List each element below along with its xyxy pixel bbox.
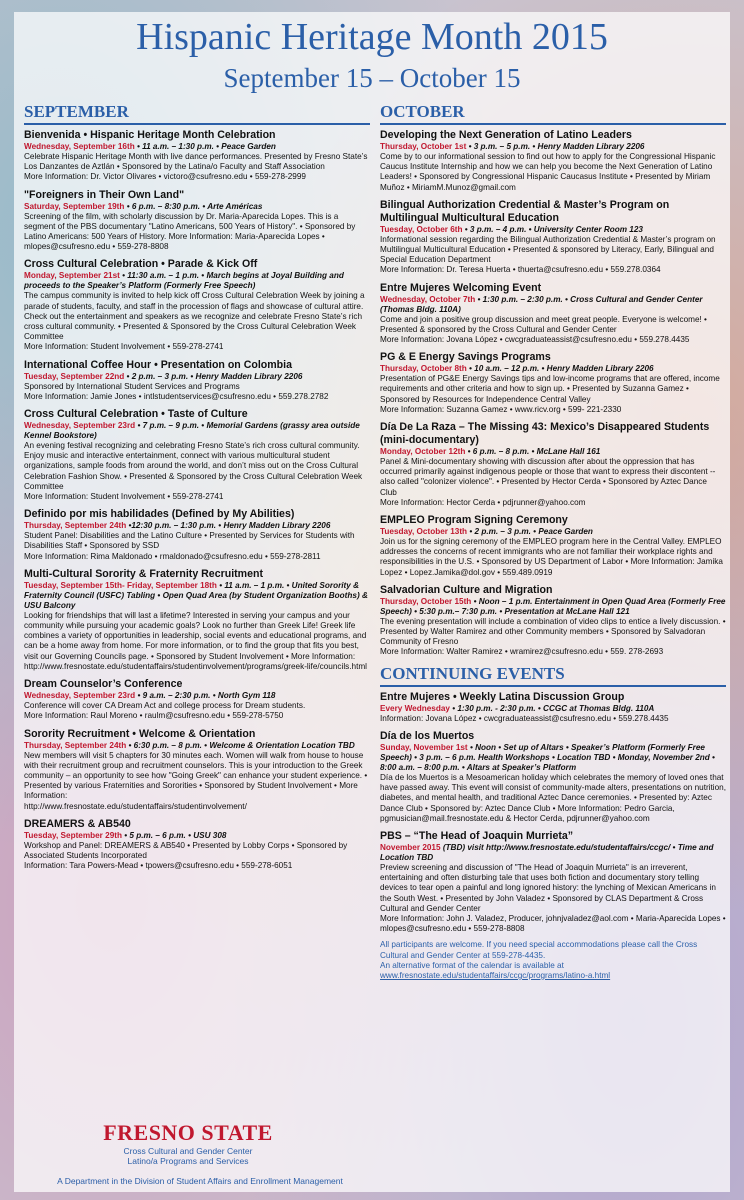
event-description: Panel & Mini-documentary showing with discussion after about the oppression that has occurred primarily against indigenous people or those that want to express their discontent -- also called "colonizer violence". • Presented by Hector Cerda • Sponsored by Aztec Dance Club: [380, 457, 716, 497]
event-when: [380, 364, 726, 374]
event-item: [24, 258, 370, 352]
event-item: [24, 359, 370, 402]
september-heading: SEPTEMBER: [24, 102, 370, 125]
event-when: [24, 831, 370, 841]
event-time-location: • 6 p.m. – 8 p.m. • McLane Hall 161: [467, 447, 601, 457]
department-line: A Department in the Division of Student Affairs and Enrollment Management: [57, 1176, 343, 1186]
event-item: [380, 691, 726, 724]
event-title: Día De La Raza – The Missing 43: Mexico’s Disappeared Students (mini-documentary): [380, 421, 710, 447]
event-date: Every Wednesday: [380, 703, 450, 713]
event-description: Preview screening and discussion of "The Head of Joaquin Murrieta" is an irreverent, entertaining and often disturbing tale that uses both fiction and documentary story telling devices to tear open a painful and long ignored history: the lynching of Mexican Americans in the South West. • Presented by John Valadez • Sponsored by CLAS Department & Cross Cultural and Gender Center: [380, 862, 716, 913]
event-info: More Information: Suzanna Gamez • www.ricv.org • 599- 221-2330: [380, 404, 622, 414]
event-when: [380, 447, 726, 457]
event-time-location: • 9 a.m. – 2:30 p.m. • North Gym 118: [137, 691, 276, 701]
event-info: More Information: Jovana López • cwcgraduateassist@csufresno.edu • 559.278.4435: [380, 335, 690, 345]
event-info: More Information: Hector Cerda • pdjrunner@yahoo.com: [380, 497, 586, 507]
event-title: Entre Mujeres Welcoming Event: [380, 281, 542, 294]
event-date: Saturday, September 19th: [24, 201, 125, 211]
event-time-location: • 11 a.m. – 1:30 p.m. • Peace Garden: [137, 142, 276, 151]
event-title: Salvadorian Culture and Migration: [380, 583, 553, 596]
event-description: Workshop and Panel: DREAMERS & AB540 • Presented by Lobby Corps • Sponsored by Associated Students Incorporated: [24, 840, 348, 860]
event-info: http://www.fresnostate.edu/studentaffairs/studentinvolvement/: [24, 801, 247, 811]
event-date: Thursday, September 24th: [24, 740, 127, 750]
event-description: An evening festival recognizing and celebrating Fresno State’s rich cross cultural community. Enjoy music and interactive entertainment, connect with various multicultural student organizations, sample foods from around the world, and don’t miss out on the Cross Cultural Celebration Fashion Show. • Presented & Sponsored by the Cross Cultural Celebration Week Committee: [24, 441, 363, 491]
september-column: [24, 102, 370, 877]
event-item: [24, 508, 370, 562]
event-title: Definido por mis habilidades (Defined by My Abilities): [24, 508, 295, 521]
event-time-location: • Noon • Set up of Altars • Speaker’s Platform (Formerly Free Speech) • 3 p.m. – 6 p.m. Health Workshops • Location TBD • Monday, November 2nd • 8:00 a.m. – 8:00 p.m. • Altars at Speaker’s Platform: [380, 742, 715, 772]
event-item: [380, 584, 726, 658]
event-when: [24, 142, 370, 152]
calendar-link[interactable]: www.fresnostate.edu/studentaffairs/ccgc/programs/latino-a.html: [380, 970, 611, 980]
event-title: PBS – “The Head of Joaquin Murrieta”: [380, 829, 574, 842]
event-time-location: •12:30 p.m. – 1:30 p.m. • Henry Madden Library 2206: [128, 521, 331, 531]
event-date: Tuesday, September 22nd: [24, 371, 125, 381]
event-title: International Coffee Hour • Presentation on Colombia: [24, 358, 292, 371]
event-description: Looking for friendships that will last a lifetime? Interested in serving your campus and your community while pursuing your academic goals? Look no further than Greek Life! Greek life combines a variety of opportunities in leadership, social events and educational programs, and can be a home away from home. For more information, or to find the group that fits you best, visit our Governing Councils page. • Sponsored by Student Involvement • More Information:: [24, 610, 367, 661]
alt-format-note: An alternative format of the calendar is available at: [380, 960, 564, 970]
event-date: Wednesday, September 23rd: [24, 421, 136, 431]
event-description: Come and join a positive group discussion and meet great people. Everyone is welcome! • Presented & sponsored by the Cross Cultural and Gender Center: [380, 314, 707, 334]
event-info: More Information: Student Involvement • 559-278-2741: [24, 342, 224, 352]
event-when: [24, 271, 370, 291]
event-when: [24, 372, 370, 382]
october-column: [380, 102, 726, 981]
accommodations-note: All participants are welcome. If you need special accommodations please call the Cross Cultural and Gender Center at 559-278-4435.: [380, 940, 698, 960]
event-time-location: • 2 p.m. – 3 p.m. • Henry Madden Library 2206: [126, 371, 303, 381]
continuing-heading: CONTINUING EVENTS: [380, 664, 726, 687]
event-item: [24, 129, 370, 183]
event-when: [380, 843, 726, 863]
event-item: [24, 818, 370, 872]
event-title: "Foreigners in Their Own Land": [24, 188, 185, 201]
event-info: More Information: Walter Ramirez • wramirez@csufresno.edu • 559. 278-2693: [380, 647, 664, 657]
event-when: [380, 597, 726, 617]
event-date: Thursday, October 1st: [380, 142, 467, 151]
event-info: More Information: Rima Maldonado • rmaldonado@csufresno.edu • 559-278-2811: [24, 551, 321, 561]
logo-line2: Latino/a Programs and Services: [127, 1156, 249, 1166]
event-description: Join us for the signing ceremony of the EMPLEO program here in the Central Valley. EMPLEO addresses the concerns of recent immigrants who are not familiar their workplace rights and responsibilities in the U.S. • Sponsored by US Department of Labor • More Information: Jamika Lopez • Lopez.Jamika@dol.gov • 559.489.0919: [380, 537, 723, 577]
event-date: Tuesday, September 29th: [24, 830, 122, 840]
event-title: Sorority Recruitment • Welcome & Orientation: [24, 727, 256, 740]
event-description: Conference will cover CA Dream Act and college process for Dream students.: [24, 701, 306, 711]
event-date: Wednesday, September 23rd: [24, 691, 136, 701]
fresno-state-logo: [98, 1120, 278, 1166]
event-description: Come by to our informational session to find out how to apply for the Congressional Hispanic Caucus Institute Internship and how we can help you become the Next Generation of Latino Leaders! • Sponsored by Congressional Hispanic Caucasus Institute • Presented by Miriam Muñoz • MiriamM.Munoz@gmail.com: [380, 152, 716, 192]
october-heading: OCTOBER: [380, 102, 726, 125]
event-time-location: • 3 p.m. – 4 p.m. • University Center Room 123: [464, 224, 643, 234]
event-item: [24, 728, 370, 812]
event-time-location: • 6 p.m. – 8:30 p.m. • Arte Américas: [126, 201, 263, 211]
event-when: [380, 295, 726, 315]
event-when: [24, 691, 370, 701]
september-events: [24, 129, 370, 871]
event-item: [380, 282, 726, 346]
event-date: Tuesday, October 6th: [380, 224, 463, 234]
event-when: [24, 202, 370, 212]
event-description: Presentation of PG&E Energy Savings tips and low-income programs that are offered, income requirements and other criteria and how to sign up. • Presented by Suzanna Gamez • Sponsored by Resources for Independence Central Valley: [380, 374, 720, 404]
event-description: Día de los Muertos is a Mesoamerican holiday which celebrates the memory of loved ones that have passed away. This event will consist of community-made alters, presentations on nutrition, diabetes, and mental health, and traditional Aztec Dance ceremonies. • Presented by: Aztec Dance Club • Sponsored by: Aztec Dance Club • More Information: Pedro Garcia, pgmusician@mail.fresnostate.edu & Hector Cerda, pdjrunner@yahoo.com: [380, 772, 727, 823]
event-title: DREAMERS & AB540: [24, 817, 131, 830]
event-time-location: • 2 p.m. – 3 p.m. • Peace Garden: [469, 527, 593, 537]
event-info: Information: Tara Powers-Mead • tpowers@csufresno.edu • 559-278-6051: [24, 861, 293, 871]
event-item: [24, 678, 370, 721]
event-title: Multi-Cultural Sorority & Fraternity Recruitment: [24, 567, 263, 580]
event-title: Entre Mujeres • Weekly Latina Discussion Group: [380, 690, 625, 703]
event-date: Monday, October 12th: [380, 447, 466, 457]
event-description: Student Panel: Disabilities and the Latino Culture • Presented by Services for Students with Disabilities Staff • Sponsored by SSD: [24, 531, 355, 551]
event-when: [380, 743, 726, 773]
event-item: [380, 830, 726, 934]
event-info: More Information: Dr. Teresa Huerta • thuerta@csufresno.edu • 559.278.0364: [380, 265, 661, 275]
event-title: Día de los Muertos: [380, 729, 475, 742]
event-time-location: • Noon – 1 p.m. Entertainment in Open Quad Area (Formerly Free Speech) • 5:30 p.m.– 7:30 p.m. • Presentation at McLane Hall 121: [380, 596, 726, 616]
event-when: [24, 521, 370, 531]
event-title: Bilingual Authorization Credential & Master’s Program on Multilingual Multicultural Education: [380, 198, 670, 224]
event-item: [380, 351, 726, 415]
event-date: Thursday, October 8th: [380, 364, 467, 374]
event-item: [380, 129, 726, 193]
event-date: November 2015: [380, 842, 441, 852]
event-item: [380, 730, 726, 824]
event-time-location: • 11 a.m. – 1 p.m. • United Sorority & Fraternity Council (USFC) Tabling • Open Quad Area (by Student Organization Booths) & USU Balcony: [24, 580, 368, 610]
event-time-location: (TBD) visit http://www.fresnostate.edu/studentaffairs/ccgc/ • Time and Location TBD: [380, 842, 714, 862]
event-time-location: • 10 a.m. – 12 p.m. • Henry Madden Library 2206: [469, 364, 654, 374]
logo-line1: Cross Cultural and Gender Center: [123, 1146, 253, 1156]
event-title: Bienvenida • Hispanic Heritage Month Celebration: [24, 129, 276, 141]
event-title: PG & E Energy Savings Programs: [380, 351, 551, 364]
event-date: Tuesday, September 15th- Friday, September 18th: [24, 580, 217, 590]
event-description: Celebrate Hispanic Heritage Month with live dance performances. Presented by Fresno State’s Los Danzantes de Aztlán • Sponsored by the Latina/o Faculty and Staff Association: [24, 152, 368, 172]
event-when: [380, 527, 726, 537]
event-info: More Information: Jamie Jones • intlstudentservices@csufresno.edu • 559.278.2782: [24, 391, 329, 401]
event-when: [380, 704, 726, 714]
continuing-events: [380, 691, 726, 935]
event-time-location: • 1:30 p.m. – 2:30 p.m. • Cross Cultural and Gender Center (Thomas Bldg. 110A): [380, 294, 703, 314]
event-description: The evening presentation will include a combination of video clips to entice a lively discussion. • Presented by Walter Ramirez and other Community members • Sponsored by Salvadoran Community of Fresno: [380, 616, 726, 647]
event-info: Information: Jovana López • cwcgraduateassist@csufresno.edu • 559.278.4435: [380, 713, 669, 723]
event-description: Informational session regarding the Bilingual Authorization Credential & Master’s program on Multilingual Multicultural Education • Presented & sponsored by Literacy, Early, Bilingual and Special Education Department: [380, 234, 716, 265]
event-info: More Information: John J. Valadez, Producer, johnjvaladez@aol.com • Maria-Aparecida Lopes • mlopes@csufresno.edu • 559-278-8808: [380, 913, 726, 934]
logo-brand: FRESNO STATE: [103, 1120, 273, 1145]
event-info: More Information: Raul Moreno • raulm@csufresno.edu • 559-278-5750: [24, 711, 284, 721]
event-description: Screening of the film, with scholarly discussion by Dr. Maria-Aparecida Lopes. This is a segment of the PBS documentary "Latino Americans, 500 Years of History". • Sponsored by Latino Americans: 500 Years of History. More Information: Maria-Aparecida Lopes • mlopes@csufresno.edu • 559-278-8808: [24, 211, 356, 252]
event-description: The campus community is invited to help kick off Cross Cultural Celebration Week by joining a parade of students, faculty, and staff in the procession of flags and showcase of cultural attire. Check out the entertainment and speakers as we recognize and celebrate Fresno State’s rich cross cultural community. • Presented & Sponsored by the Cross Cultural Celebration Week Committee: [24, 291, 365, 342]
event-title: Dream Counselor’s Conference: [24, 678, 183, 691]
event-item: [380, 514, 726, 578]
page-subtitle: September 15 – October 15: [223, 63, 521, 93]
event-time-location: • 11:30 a.m. – 1 p.m. • March begins at Joyal Building and proceeds to the Speaker’s Platform (Formerly Free Speech): [24, 271, 344, 291]
event-date: Thursday, October 15th: [380, 596, 472, 606]
event-when: [24, 421, 370, 441]
event-date: Tuesday, October 13th: [380, 527, 468, 537]
event-when: [24, 581, 370, 611]
event-date: Wednesday, September 16th: [24, 142, 135, 151]
page-title: Hispanic Heritage Month 2015: [136, 16, 608, 58]
event-time-location: • 3 p.m. – 5 p.m. • Henry Madden Library 2206: [468, 142, 645, 151]
event-item: [24, 568, 370, 672]
event-title: EMPLEO Program Signing Ceremony: [380, 514, 568, 527]
footer-note: [380, 940, 726, 981]
event-time-location: • 5 p.m. – 6 p.m. • USU 308: [124, 830, 227, 840]
event-info: More Information: Student Involvement • 559-278-2741: [24, 492, 224, 502]
event-time-location: • 1:30 p.m. - 2:30 p.m. • CCGC at Thomas Bldg. 110A: [452, 703, 655, 713]
event-title: Cross Cultural Celebration • Parade & Kick Off: [24, 258, 258, 271]
event-when: [24, 741, 370, 751]
event-description: Sponsored by International Student Services and Programs: [24, 381, 240, 391]
event-title: Developing the Next Generation of Latino Leaders: [380, 129, 632, 141]
event-item: [24, 408, 370, 502]
event-date: Monday, September 21st: [24, 271, 120, 281]
event-time-location: • 6:30 p.m. – 8 p.m. • Welcome & Orientation Location TBD: [128, 740, 355, 750]
event-when: [380, 225, 726, 235]
event-info: http://www.fresnostate.edu/studentaffairs/studentinvolvement/programs/greek-life/councils.html: [24, 661, 367, 671]
event-title: Cross Cultural Celebration • Taste of Culture: [24, 408, 248, 421]
event-item: [24, 189, 370, 253]
event-info: More Information: Dr. Victor Olivares • victoro@csufresno.edu • 559-278-2999: [24, 172, 306, 182]
event-item: [380, 199, 726, 276]
event-date: Thursday, September 24th: [24, 521, 127, 531]
october-events: [380, 129, 726, 658]
event-date: Sunday, November 1st: [380, 742, 468, 752]
event-time-location: • 7 p.m. – 9 p.m. • Memorial Gardens (grassy area outside Kennel Bookstore): [24, 421, 360, 441]
event-when: [380, 142, 726, 152]
event-item: [380, 421, 726, 508]
event-description: New members will visit 5 chapters for 30 minutes each. Women will walk from house to house with their recruitment group and recruitment counselors. This is your introduction to the Greek community – an opportunity to see how "Going Greek" can enhance your student experience. • Presented by various Fraternities and Sororities • Sponsored by Student Involvement • More Information:: [24, 750, 368, 801]
event-date: Wednesday, October 7th: [380, 294, 476, 304]
